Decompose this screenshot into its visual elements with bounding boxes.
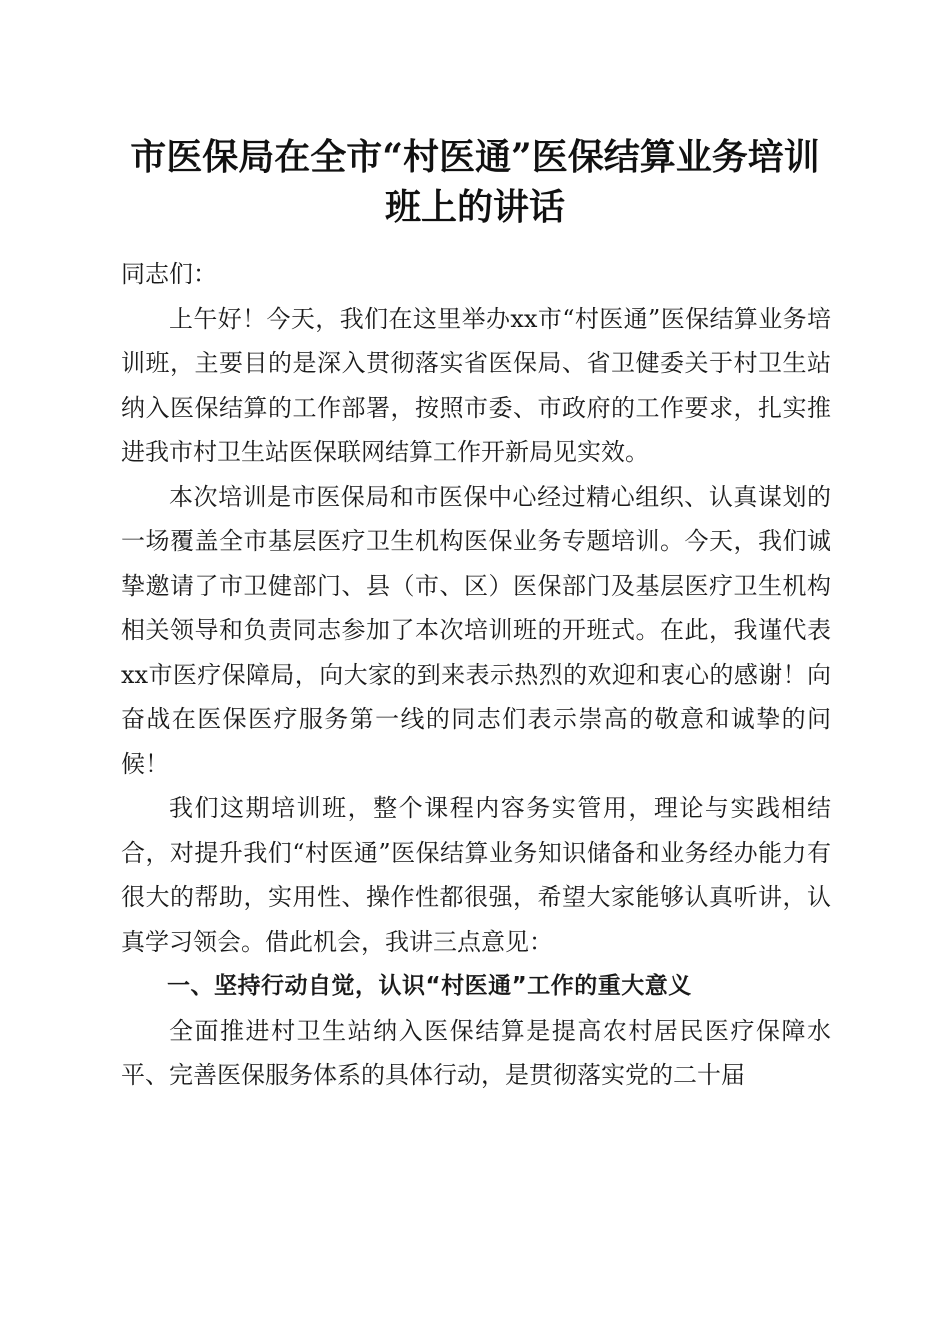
paragraph-3: 我们这期培训班，整个课程内容务实管用，理论与实践相结合，对提升我们“村医通”医保结算业务知识储备和业务经办能力有很大的帮助，实用性、操作性都很强，希望大家能够认真听讲，认真学习领会。借此机会，我讲三点意见： <box>121 794 831 956</box>
section-heading-1: 一、坚持行动自觉，认识“村医通”工作的重大意义 <box>167 973 692 999</box>
document-body <box>121 252 831 1098</box>
section-1-paragraph: 全面推进村卫生站纳入医保结算是提高农村居民医疗保障水平、完善医保服务体系的具体行动，是贯彻落实党的二十届 <box>121 1016 831 1089</box>
salutation: 同志们： <box>121 260 217 288</box>
paragraph-1: 上午好！今天，我们在这里举办xx市“村医通”医保结算业务培训班，主要目的是深入贯彻落实省医保局、省卫健委关于村卫生站纳入医保结算的工作部署，按照市委、市政府的工作要求，扎实推进我市村卫生站医保联网结算工作开新局见实效。 <box>121 304 831 466</box>
paragraph-2: 本次培训是市医保局和市医保中心经过精心组织、认真谋划的一场覆盖全市基层医疗卫生机构医保业务专题培训。今天，我们诚挚邀请了市卫健部门、县（市、区）医保部门及基层医疗卫生机构相关领导和负责同志参加了本次培训班的开班式。在此，我谨代表xx市医疗保障局，向大家的到来表示热烈的欢迎和衷心的感谢！向奋战在医保医疗服务第一线的同志们表示崇高的敬意和诚挚的问候！ <box>121 482 831 778</box>
document-title <box>110 132 840 232</box>
title-line-2: 班上的讲话 <box>384 186 565 228</box>
title-line-1: 市医保局在全市“村医通”医保结算业务培训 <box>130 136 820 178</box>
